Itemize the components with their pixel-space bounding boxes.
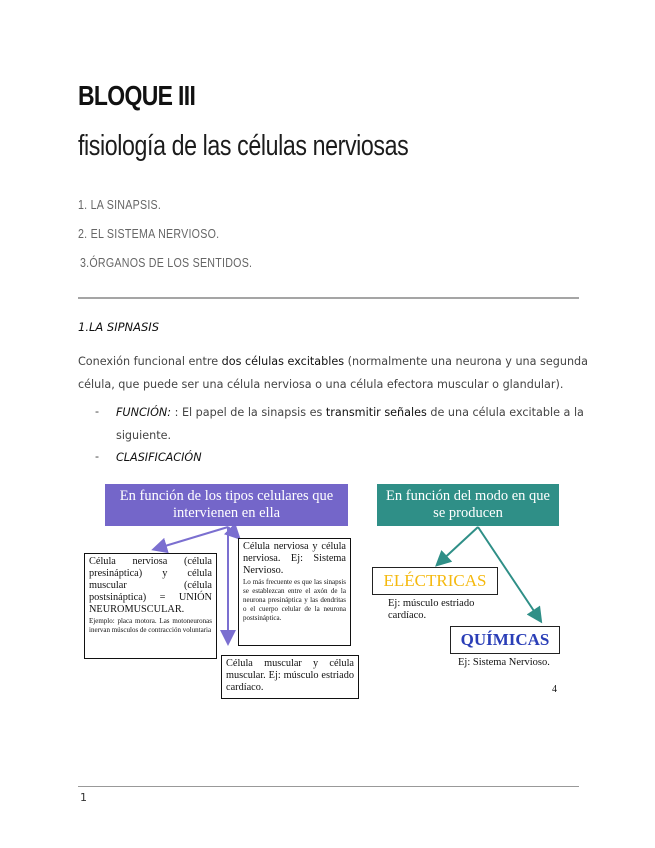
intro-highlight: dos células excitables (221, 355, 345, 368)
intro-text-start: Conexión funcional entre (78, 355, 222, 368)
arrow-to-electricas (438, 527, 478, 564)
bullet-funcion (116, 401, 586, 447)
arrow-to-nerviosa (228, 527, 238, 537)
toc-item-organos-sentidos: 3.ÓRGANOS DE LOS SENTIDOS. (80, 255, 253, 270)
box-b-note: Lo más frecuente es que las sinapsis se establezcan entre el axón de la neurona presináptica y las dendritas o el cuerpo celular de la neurona postsináptica. (243, 578, 346, 622)
toc-item-sinapsis: 1. LA SINAPSIS. (78, 197, 162, 212)
quimicas-box: QUÍMICAS (450, 626, 560, 654)
funcion-text-end: de una célula excitable a la siguiente. (116, 406, 584, 442)
bullet-clasificacion: CLASIFICACIÓN (116, 451, 202, 464)
box-nerviosa-nerviosa (238, 538, 351, 646)
funcion-highlight: transmitir señales (325, 406, 427, 419)
box-b-main: Célula nerviosa y célula nerviosa. Ej: Sistema Nervioso. (243, 541, 346, 576)
box-a-main: Célula nerviosa (célula presináptica) y célula muscular (célula postsináptica) = UNIÓN NEUROMUSCULAR. (89, 556, 212, 615)
header-modo-produccion: En función del modo en que se producen (377, 484, 559, 526)
page-number: 1 (80, 791, 87, 804)
electricas-example: Ej: músculo estriado cardíaco. (388, 598, 475, 621)
funcion-label: FUNCIÓN: (116, 406, 172, 419)
footer-divider (78, 786, 579, 787)
bullet-dash: - (95, 405, 100, 418)
classification-diagram (80, 482, 565, 702)
block-title: BLOQUE III (78, 80, 196, 111)
arrow-to-neuromuscular (155, 527, 228, 549)
toc-item-sistema-nervioso: 2. EL SISTEMA NERVIOSO. (78, 226, 220, 241)
header-tipos-celulares: En función de los tipos celulares que intervienen en ella (105, 484, 348, 526)
box-a-note: Ejemplo: placa motora. Las motoneuronas inervan músculos de contracción voluntaria (89, 617, 212, 634)
box-union-neuromuscular (84, 553, 217, 659)
slide-number: 4 (552, 684, 557, 695)
quimicas-example: Ej: Sistema Nervioso. (458, 657, 550, 668)
box-muscular-muscular (221, 655, 359, 699)
intro-paragraph (78, 350, 598, 396)
section-divider (78, 297, 579, 299)
box-c-main: Célula muscular y célula muscular. Ej: músculo estriado cardíaco. (226, 658, 354, 693)
intro-text-end: (normalmente una neurona y una segunda célula, que puede ser una célula nerviosa o una célula efectora muscular o glandular). (78, 355, 588, 391)
electricas-box: ELÉCTRICAS (372, 567, 498, 595)
funcion-text-start: : El papel de la sinapsis es (171, 406, 326, 419)
block-subtitle: fisiología de las células nerviosas (78, 130, 409, 162)
bullet-dash: - (95, 450, 100, 463)
section-title: 1.LA SIPNASIS (78, 320, 159, 334)
